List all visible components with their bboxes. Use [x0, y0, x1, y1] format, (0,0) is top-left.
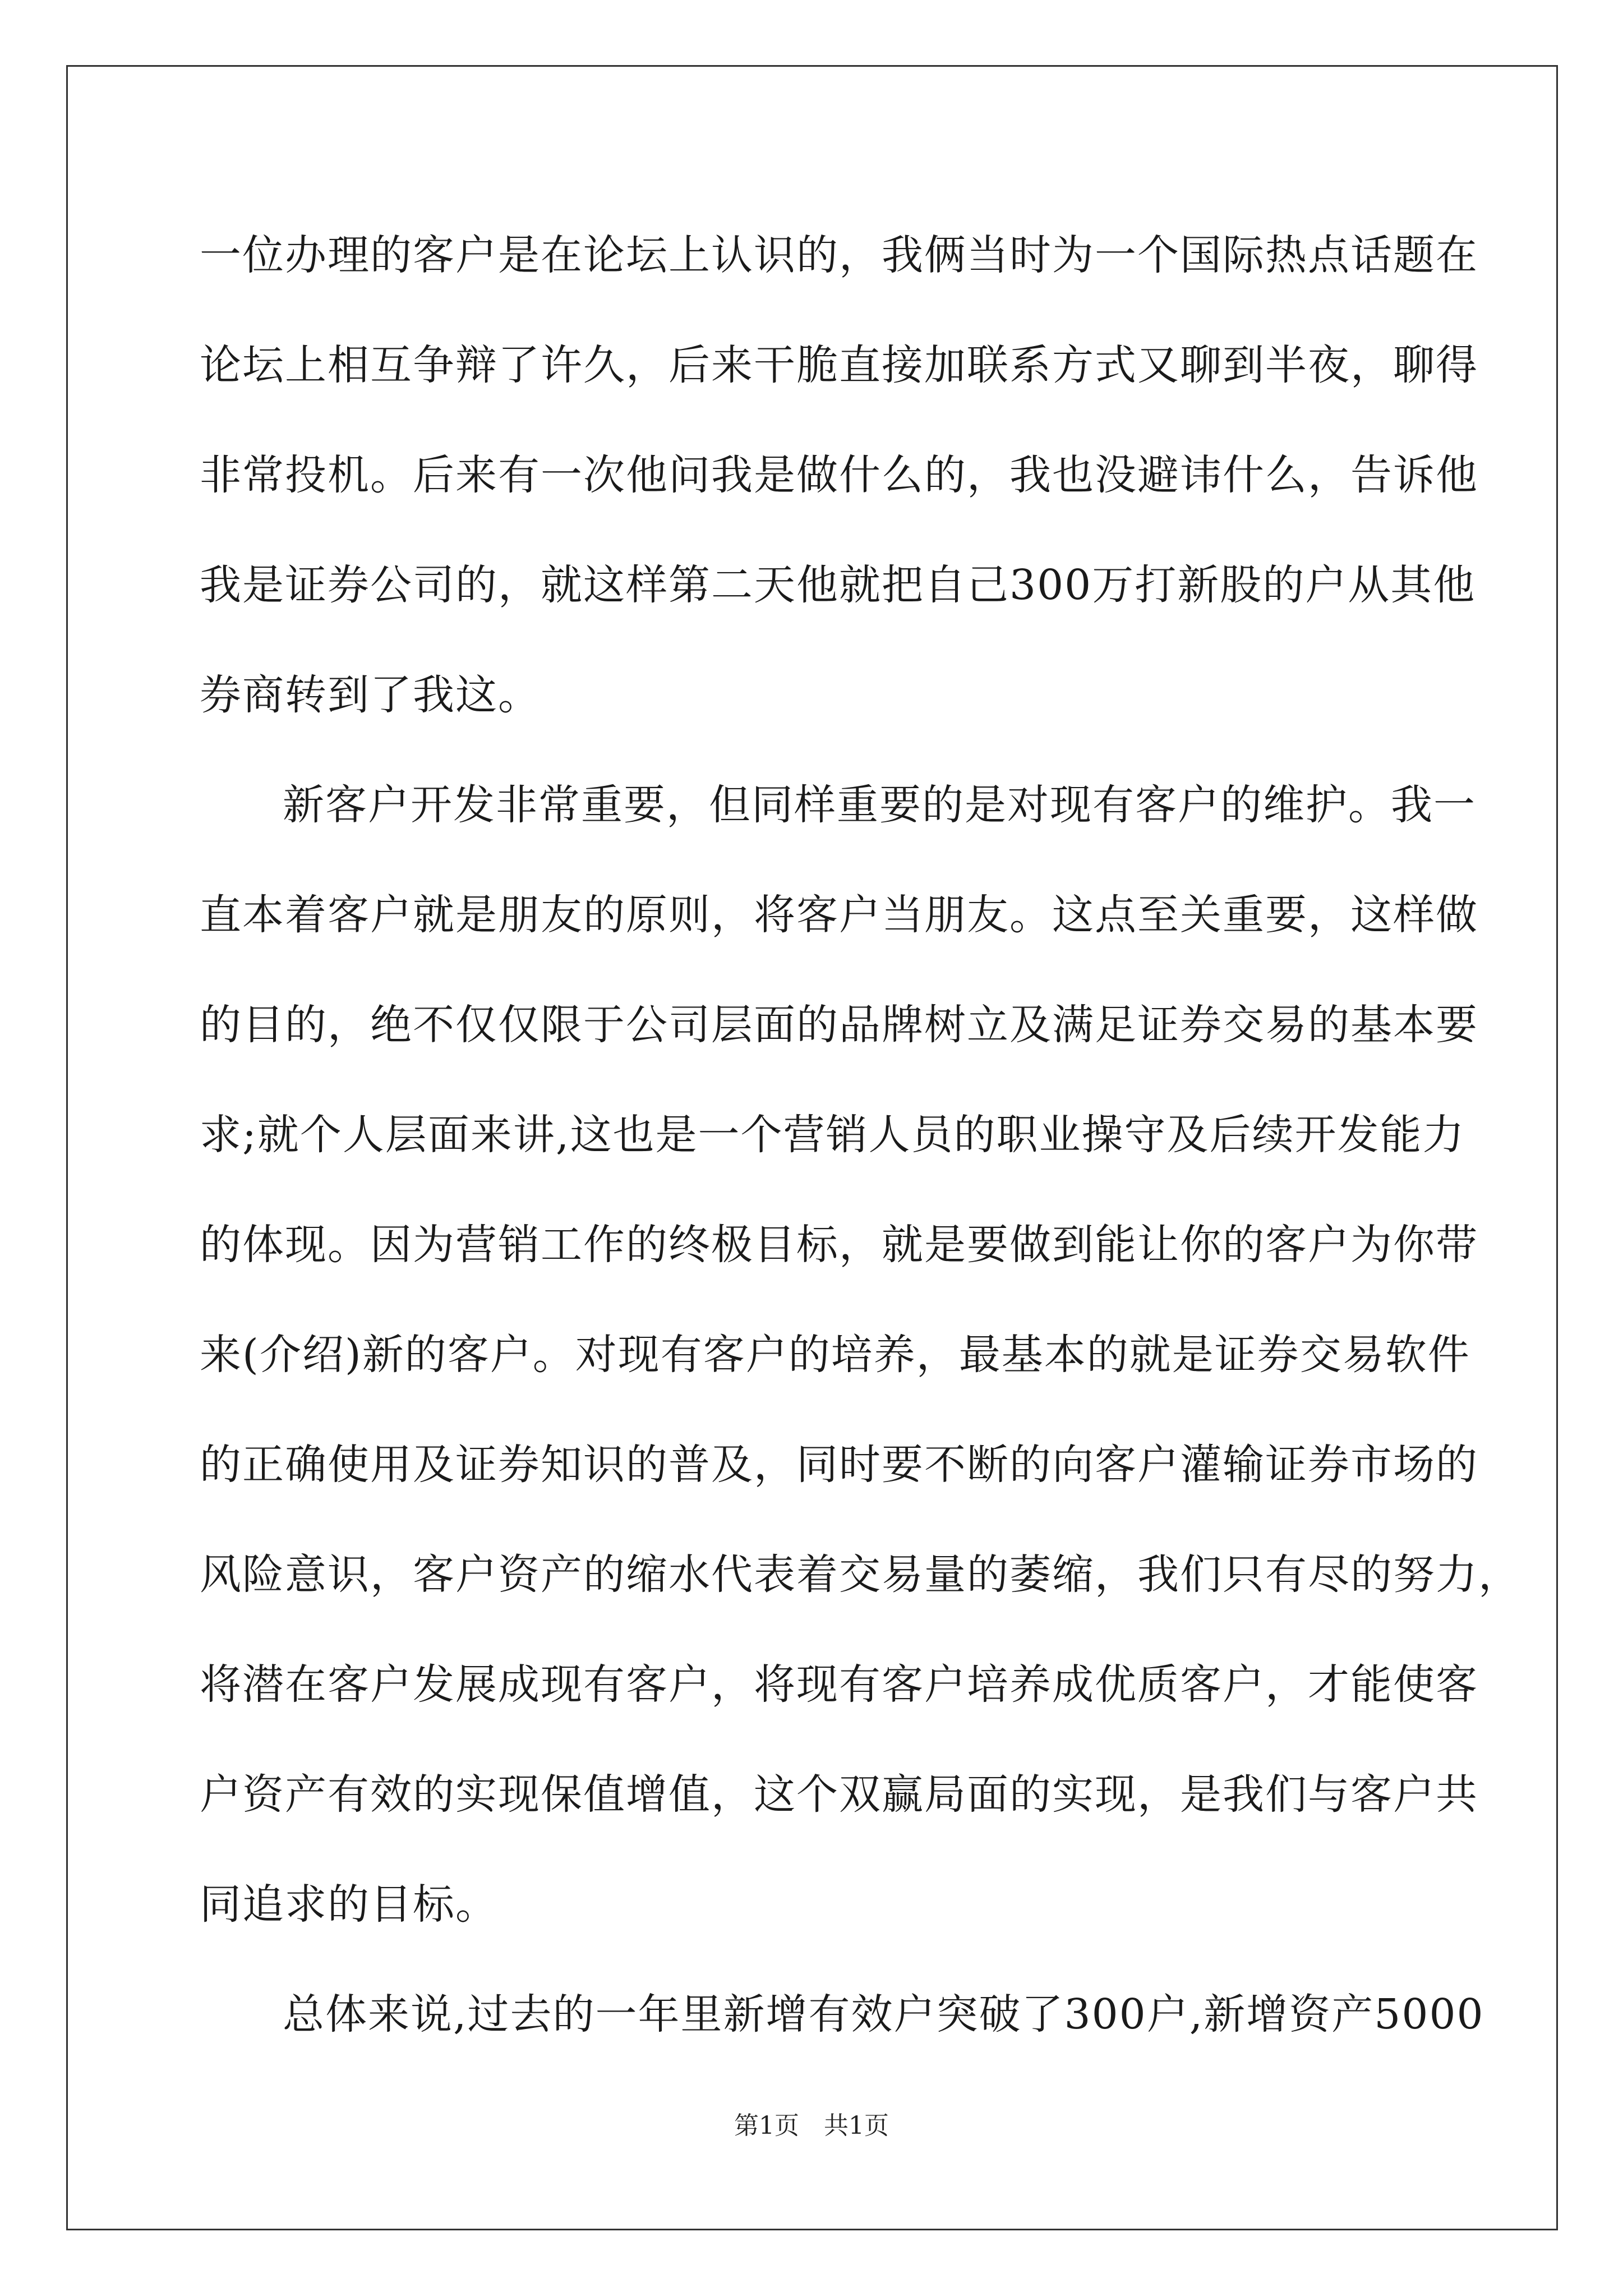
text-line-11: 来(介绍)新的客户。对现有客户的培养，最基本的就是证券交易软件: [200, 1331, 1470, 1379]
text-line-1: 一位办理的客户是在论坛上认识的，我俩当时为一个国际热点话题在: [200, 231, 1478, 279]
text-line-14: 将潜在客户发展成现有客户，将现有客户培养成优质客户，才能使客: [200, 1660, 1478, 1709]
text-line-4: 我是证券公司的，就这样第二天他就把自己300万打新股的户从其他: [200, 561, 1476, 609]
text-line-15: 户资产有效的实现保值增值，这个双赢局面的实现，是我们与客户共: [200, 1770, 1478, 1819]
text-line-6: 新客户开发非常重要，但同样重要的是对现有客户的维护。我一: [283, 781, 1476, 829]
text-line-3: 非常投机。后来有一次他问我是做什么的，我也没避讳什么，告诉他: [200, 451, 1478, 499]
text-line-8: 的目的，绝不仅仅限于公司层面的品牌树立及满足证券交易的基本要: [200, 1001, 1478, 1049]
text-line-13: 风险意识，客户资产的缩水代表着交易量的萎缩，我们只有尽的努力，: [200, 1550, 1521, 1599]
text-line-17: 总体来说,过去的一年里新增有效户突破了300户,新增资产5000: [283, 1990, 1484, 2039]
page-footer: [0, 2109, 1623, 2143]
text-line-16: 同追求的目标。: [200, 1880, 498, 1929]
text-line-2: 论坛上相互争辩了许久，后来干脆直接加联系方式又聊到半夜，聊得: [200, 341, 1478, 389]
text-line-7: 直本着客户就是朋友的原则，将客户当朋友。这点至关重要，这样做: [200, 891, 1478, 939]
text-line-9: 求;就个人层面来讲,这也是一个营销人员的职业操守及后续开发能力: [200, 1111, 1465, 1159]
text-line-12: 的正确使用及证券知识的普及，同时要不断的向客户灌输证券市场的: [200, 1441, 1478, 1489]
document-body: [200, 213, 1521, 2082]
text-line-10: 的体现。因为营销工作的终极目标，就是要做到能让你的客户为你带: [200, 1221, 1478, 1269]
page-number-label: 第1页 共1页: [734, 2111, 889, 2140]
text-line-5: 券商转到了我这。: [200, 671, 541, 719]
